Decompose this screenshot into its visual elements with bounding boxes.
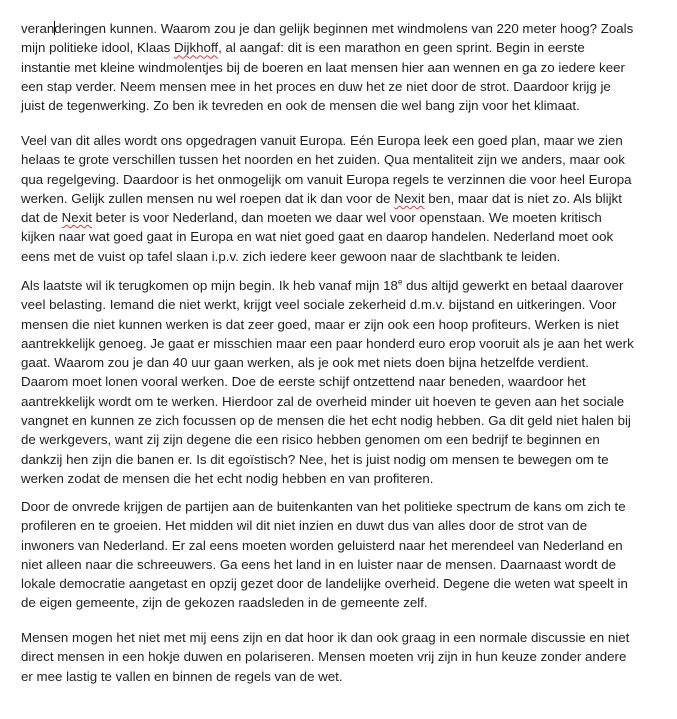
text-line[interactable]: direct mensen in een hokje duwen en polariseren. Mensen moeten vrij zijn in hun keuze zonder andere	[21, 649, 627, 665]
text-line[interactable]: werken zodat de mensen die het echt nodig hebben en van profiteren.	[21, 470, 434, 486]
text-line[interactable]: vangnet en kunnen ze zich focussen op de mensen die het echt nodig hebben. Ga dit geld niet halen bij	[21, 413, 631, 429]
text-line[interactable]: lokale democratie aangetast en opzij gezet door de landelijke overheid. Degene die weten wat speelt in	[21, 576, 628, 592]
text-line[interactable]: werken. Gelijk zullen mensen nu wel roepen dat ik dan voor de Nexit ben, maar dat is niet zo. Als blijkt	[21, 190, 622, 206]
text-line[interactable]: de werkgevers, want zij zijn degene die een risico hebben genomen om een bedrijf te beginnen en	[21, 432, 600, 448]
text-line[interactable]: een stap verder. Neem mensen mee in het proces en duw het ze niet door de strot. Daardoor krijg je	[21, 78, 611, 94]
text-line[interactable]: Daarom moet lonen vooral werken. Doe de eerste schijf ontzettend naar beneden, waardoor het	[21, 374, 586, 390]
text-line[interactable]: Door de onvrede krijgen de partijen aan de buitenkanten van het politieke spectrum de kans om zich te	[21, 499, 626, 514]
text-line[interactable]: instantie met kleine windmolentjes bij de boeren en laat mensen hier aan wennen en ga zo iedere keer	[21, 59, 625, 75]
text-line[interactable]: eens met de vuist op tafel slaan i.p.v. zich iedere keer gewoon naar de slachtbank te leiden.	[21, 248, 561, 264]
text-line[interactable]: Veel van dit alles wordt ons opgedragen vanuit Europa. Eén Europa leek een goed plan, maar we zien	[21, 133, 623, 148]
text-line[interactable]: juist de tegenwerking. Zo ben ik tevreden en ook de mensen die wel bang zijn voor het klimaat.	[21, 98, 580, 114]
text-line[interactable]: veel belasting. Iemand die niet werkt, krijgt veel sociale zekerheid d.m.v. bijstand en uitkeringen. Voor	[21, 297, 617, 313]
text-line[interactable]: veranderingen kunnen. Waarom zou je dan gelijk beginnen met windmolens van 220 meter hoog? Zoals	[21, 21, 634, 36]
text-line[interactable]: er mee lastig te vallen en binnen de regels van de wet.	[21, 668, 343, 684]
text-line[interactable]: Als laatste wil ik terugkomen op mijn begin. Ik heb vanaf mijn 18e dus altijd gewerkt en betaal daarover	[21, 277, 624, 293]
text-line[interactable]: Mensen mogen het niet met mij eens zijn en dat hoor ik dan ook graag in een normale discussie en niet	[21, 630, 630, 645]
text-line[interactable]: qua regelgeving. Daardoor is het onmogelijk om vanuit Europa regels te verzinnen die voor heel Europa	[21, 171, 632, 187]
paragraph-1[interactable]	[21, 19, 633, 115]
text-line[interactable]: inwoners van Nederland. Er zal eens moeten worden geluisterd naar het merendeel van Nederland en	[21, 537, 623, 553]
text-line[interactable]: gaat. Waarom zou je dan 40 uur gaan werken, als je ook met niets doen bijna hetzelfde verdient.	[21, 355, 589, 371]
paragraph-2[interactable]	[21, 131, 632, 266]
text-line[interactable]: de eigen gemeente, zijn de gekozen raadsleden in de gemeente zelf.	[21, 595, 428, 611]
text-line[interactable]: aantrekkelijk genoeg. Je gaat er misschien maar een paar honderd euro erop vooruit als je aan het werk	[21, 335, 634, 351]
text-line[interactable]: helaas te grote verschillen tussen het noorden en het zuiden. Qua mentaliteit zijn we anders, maar ook	[21, 152, 625, 168]
paragraph-3[interactable]	[21, 276, 634, 488]
paragraph-5[interactable]	[21, 628, 629, 686]
text-line[interactable]: dankzij hen zijn die banen er. Is dit egoïstisch? Nee, het is juist nodig om mensen te bewegen om te	[21, 451, 609, 467]
spellcheck-flagged-word[interactable]: Nexit	[394, 190, 425, 206]
text-line[interactable]: niet alleen naar die schreeuwers. Ga eens het land in en luister naar de mensen. Daarnaast wordt de	[21, 556, 617, 572]
text-line[interactable]: mijn politieke idool, Klaas Dijkhoff, al aangaf: dit is een marathon en geen sprint. Begin in eerste	[21, 40, 585, 56]
text-line[interactable]: profileren en te groeien. Het midden wil dit niet inzien en duwt dus van alles door de strot van de	[21, 518, 588, 534]
text-line[interactable]: kijken naar wat goed gaat in Europa en wat niet goed gaat en daarop handelen. Nederland moet ook	[21, 229, 614, 245]
text-line[interactable]: aantrekkelijk wordt om te werken. Hierdoor zal de overheid minder uit hoeven te geven aan het sociale	[21, 393, 625, 409]
spellcheck-flagged-word[interactable]: Dijkhoff	[174, 40, 219, 56]
paragraph-4[interactable]	[21, 497, 628, 613]
text-line[interactable]: mensen die niet kunnen werken is dat zeer goed, maar er zijn ook een hoop profiteurs. Werken is niet	[21, 316, 619, 332]
text-line[interactable]: dat de Nexit beter is voor Nederland, dan moeten we daar wel voor openstaan. We moeten kritisch	[21, 210, 602, 226]
ordinal-number: 18e	[383, 277, 403, 293]
spellcheck-flagged-word[interactable]: Nexit	[61, 210, 92, 226]
